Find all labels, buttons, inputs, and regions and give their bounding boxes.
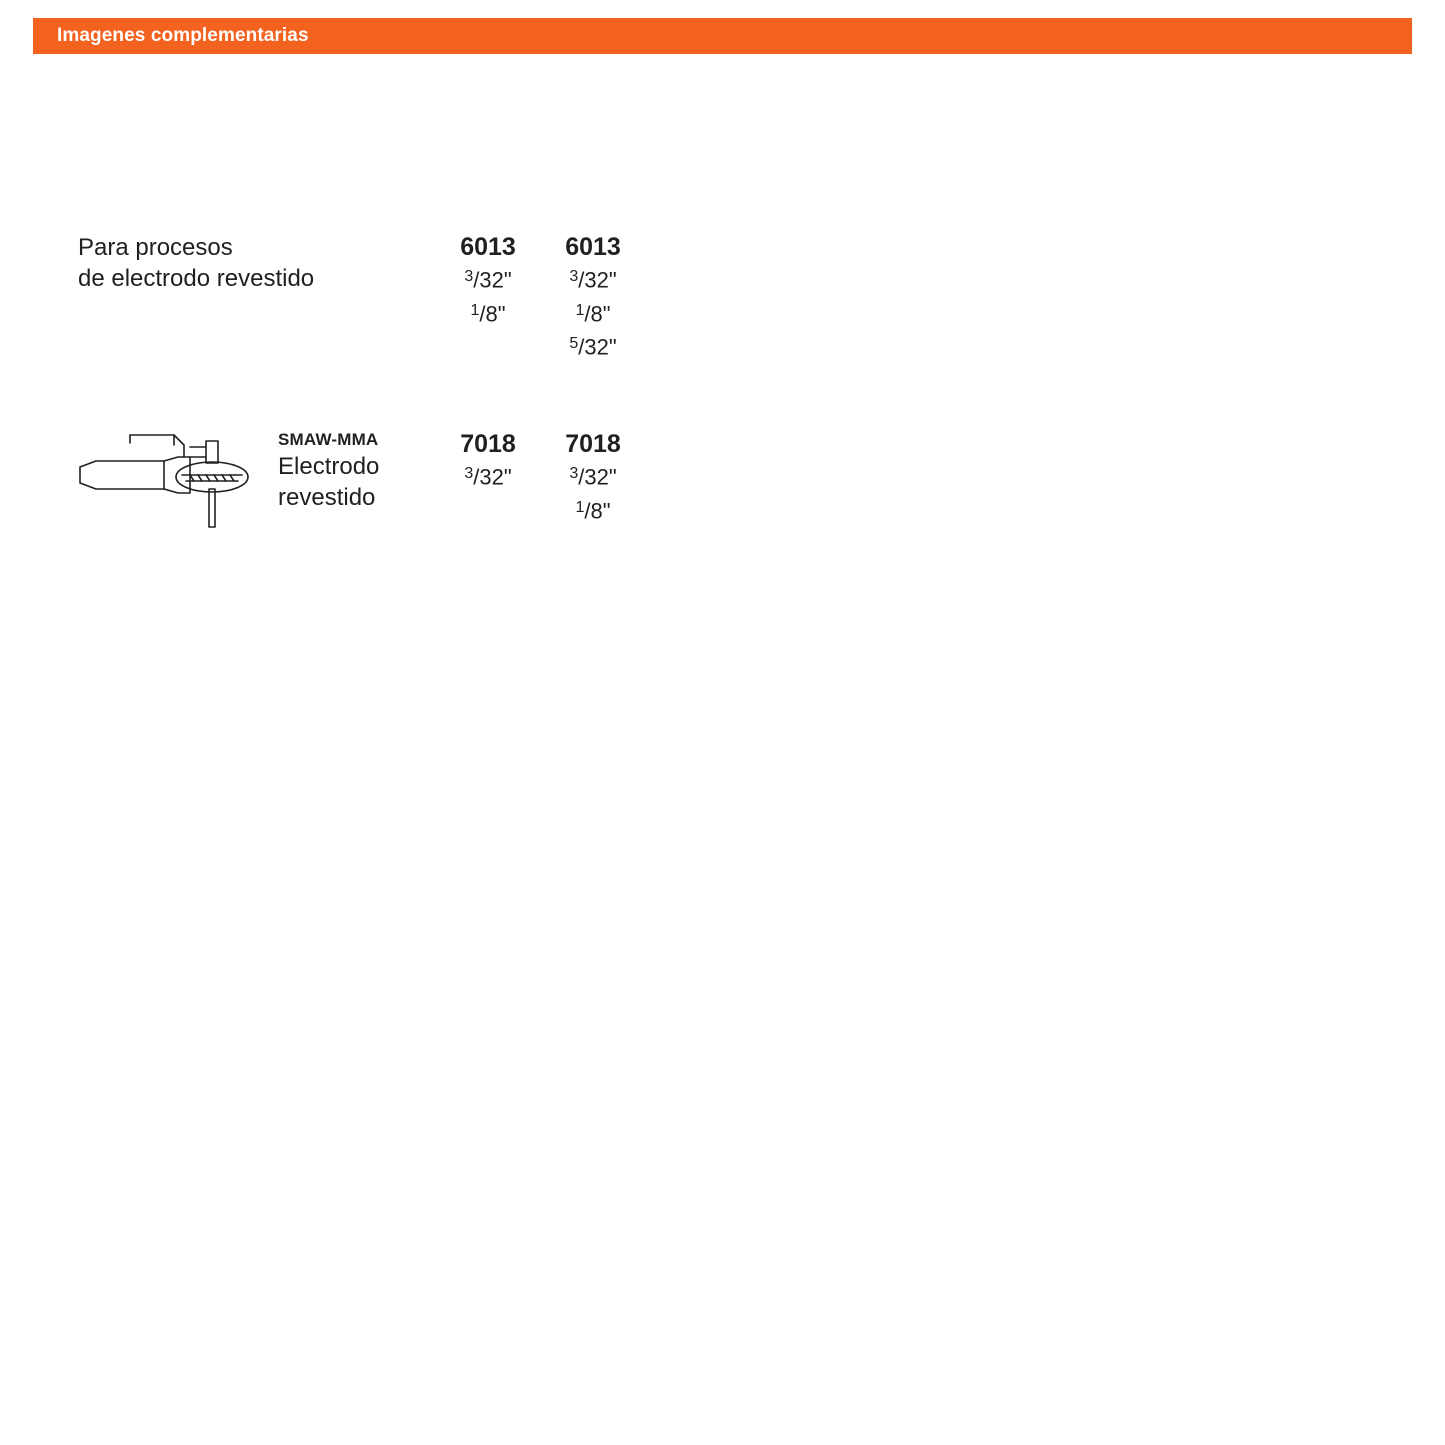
size-denominator: /8" <box>479 301 506 327</box>
electrode-column-2 <box>538 429 648 526</box>
specifications-table <box>78 232 778 528</box>
table-row <box>78 232 778 363</box>
size-denominator: /32" <box>578 335 617 361</box>
electrode-size <box>438 262 538 296</box>
page-title: Imagenes complementarias <box>57 25 309 46</box>
electrode-size <box>438 296 538 330</box>
size-denominator: /8" <box>584 301 611 327</box>
table-row <box>78 429 778 528</box>
product-name-line-2: revestido <box>278 484 376 512</box>
size-denominator: /32" <box>473 267 512 293</box>
electrode-column-2 <box>538 232 648 363</box>
row-description <box>78 232 438 294</box>
size-numerator: 5 <box>569 335 579 353</box>
electrode-code: 7018 <box>565 430 621 459</box>
size-denominator: /32" <box>578 464 617 490</box>
product-name-line-1: Electrodo <box>278 453 380 481</box>
size-denominator: /32" <box>473 464 512 490</box>
electrode-size <box>438 459 538 493</box>
electrode-column-1 <box>438 429 538 493</box>
size-numerator: 1 <box>575 301 585 319</box>
size-denominator: /32" <box>578 267 617 293</box>
size-numerator: 3 <box>464 268 474 285</box>
size-denominator: /8" <box>584 498 611 524</box>
size-numerator: 1 <box>575 498 585 516</box>
size-numerator: 1 <box>470 301 480 319</box>
electrode-holder-icon <box>78 423 278 528</box>
electrode-size <box>538 262 648 296</box>
size-numerator: 3 <box>464 465 474 483</box>
row-description <box>78 429 438 528</box>
electrode-size <box>538 459 648 493</box>
size-numerator: 3 <box>569 268 579 285</box>
electrode-size <box>538 493 648 527</box>
electrode-size <box>538 296 648 330</box>
description-line-2: de electrodo revestido <box>78 265 315 292</box>
electrode-code: 7018 <box>460 430 516 459</box>
size-numerator: 3 <box>569 465 579 483</box>
process-label: SMAW-MMA <box>278 430 379 450</box>
electrode-code: 6013 <box>460 233 516 261</box>
description-line-1: Para procesos <box>78 234 233 261</box>
electrode-code: 6013 <box>565 233 621 261</box>
electrode-size <box>538 329 648 363</box>
row-separator <box>78 363 778 429</box>
section-header-bar <box>33 18 1412 54</box>
electrode-column-1 <box>438 232 538 329</box>
